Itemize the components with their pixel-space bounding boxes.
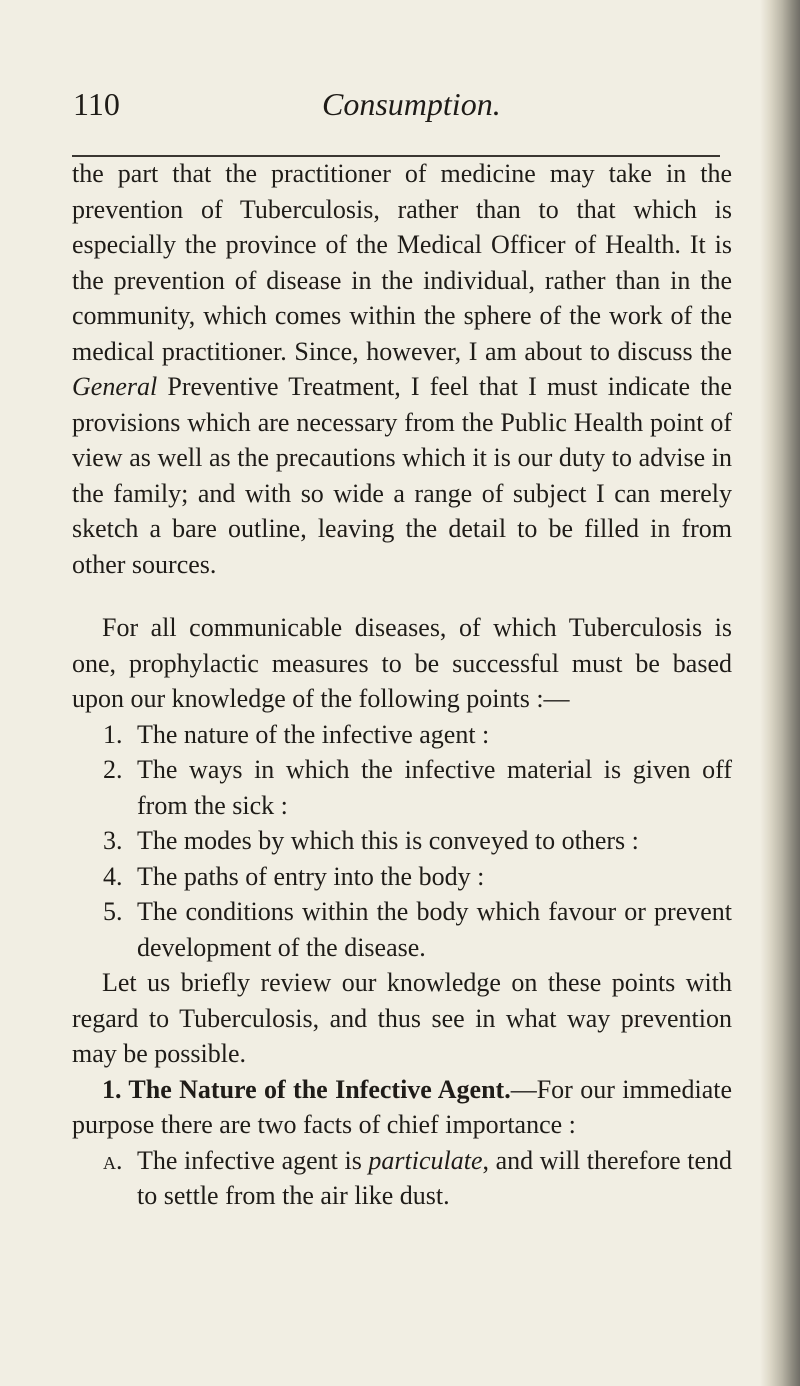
list-item: 2. The ways in which the infective material is given off from the sick : (103, 755, 732, 820)
list-item: 1. The nature of the infective agent : (103, 719, 490, 749)
paragraph-3: Let us briefly review our knowledge on these points with regard to Tuberculosis, and thus see in what way prevention may be possible. (72, 968, 732, 1068)
section-heading: 1. The Nature of the Infective Agent. (102, 1074, 511, 1104)
body-text (72, 156, 732, 1214)
list-item: 4. The paths of entry into the body : (103, 861, 485, 891)
points-list (72, 717, 732, 966)
paragraph-2: For all communicable diseases, of which Tuberculosis is one, prophylactic measures to be successful must be based upon our knowledge of the following points :— (72, 613, 732, 713)
page-number: 110 (73, 86, 120, 122)
subpoint-a: a. The infective agent is particulate, and will therefore tend to settle from the air like dust. (103, 1145, 732, 1210)
paragraph-1: the part that the practitioner of medicine may take in the prevention of Tuberculosis, rather than to that which is especially the province of the Medical Officer of Health. It is the prevention of disease in the individual, rather than in the community, which comes within the sphere of the work of the medical practitioner. Since, however, I am about to discuss the General Preventive Treatment, I feel that I must indicate the provisions which are necessary from the Public Health point of view as well as the precautions which it is our duty to advise in the family; and with so wide a range of subject I can merely sketch a bare outline, leaving the detail to be filled in from other sources. (72, 159, 732, 579)
paragraph-gap (72, 582, 732, 610)
list-item: 5. The conditions within the body which favour or prevent development of the disease. (103, 897, 732, 962)
list-item: 3. The modes by which this is conveyed to others : (103, 826, 639, 855)
section-1: 1. The Nature of the Infective Agent.—For our immediate purpose there are two facts of chief importance : (72, 1074, 732, 1139)
running-title: Consumption. (322, 86, 501, 122)
